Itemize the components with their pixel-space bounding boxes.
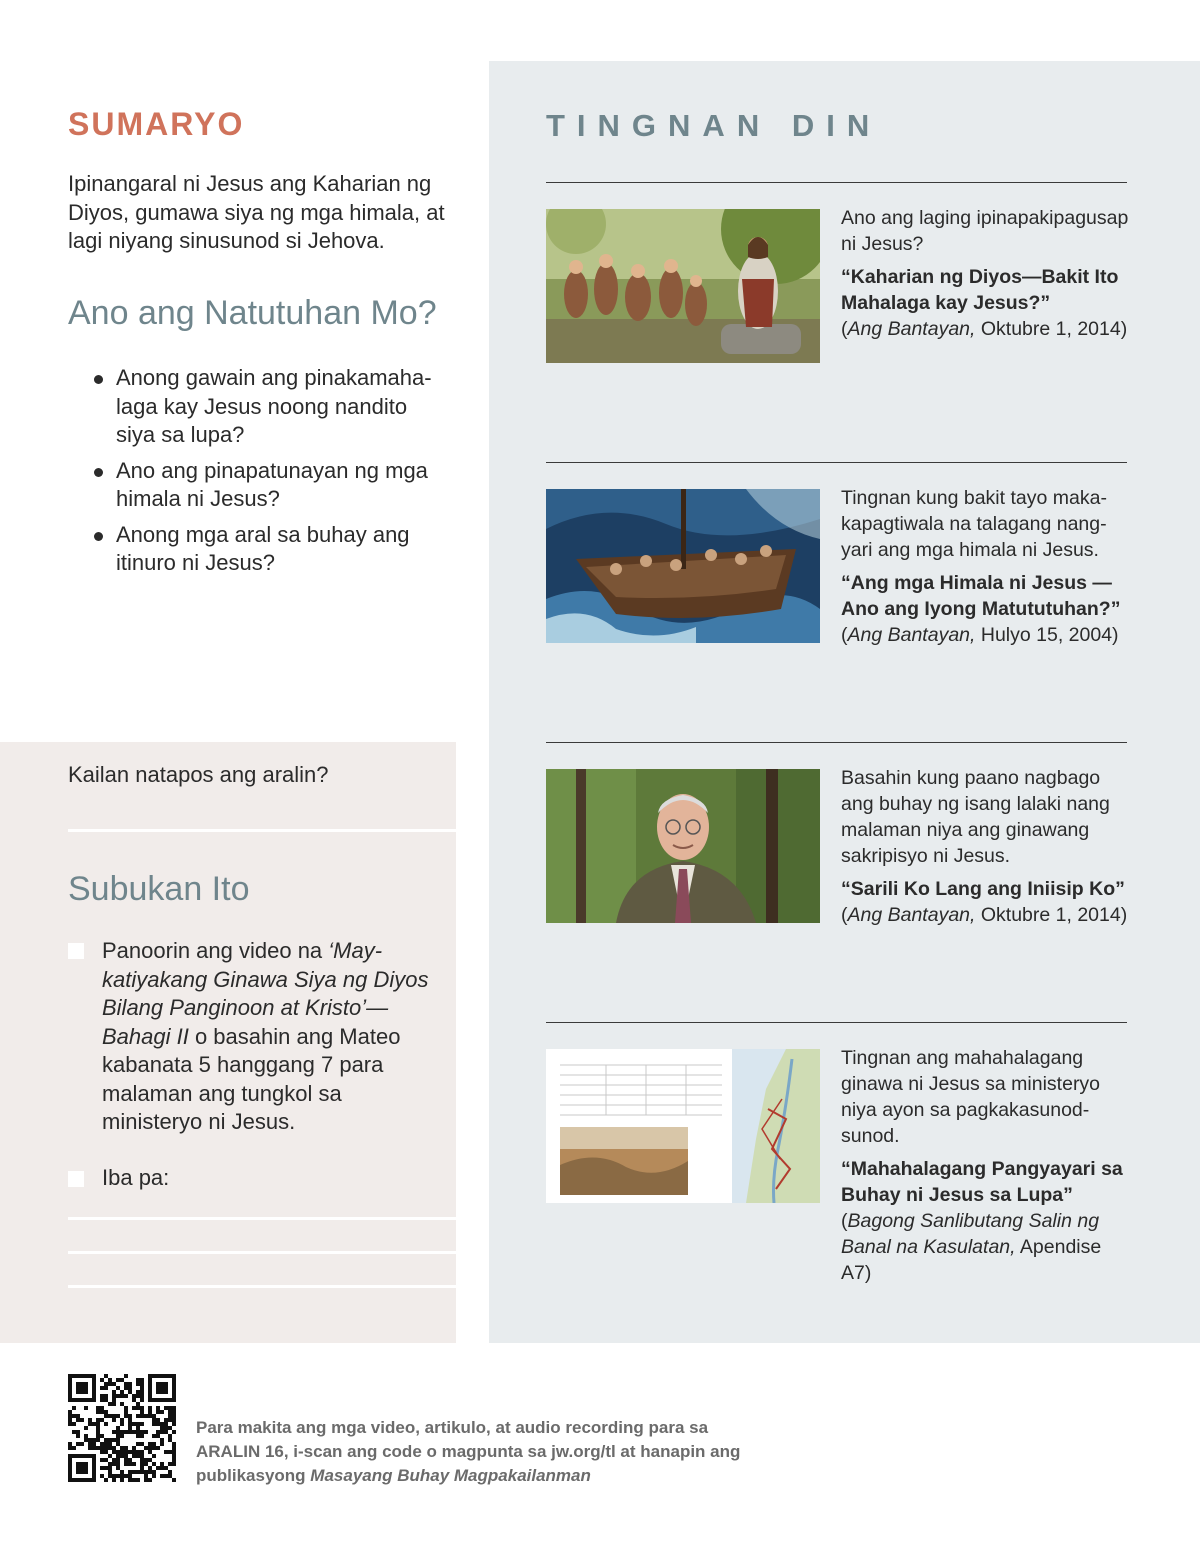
divider [546, 182, 1127, 183]
storm-boat-image[interactable] [546, 489, 820, 643]
article-title[interactable]: “Mahahalagang Pangyayari sa Buhay ni Jesus sa Lupa” [841, 1158, 1123, 1206]
see-also-heading: TINGNAN DIN [546, 108, 882, 143]
other-write-line[interactable] [68, 1217, 456, 1220]
divider [546, 462, 1127, 463]
task-text: Panoorin ang video na ‘Maykatiyakang Ginawa Siya ng Diyos Bilang Panginoon at Kristo’—Bahagi II o basahin ang Mateo kabanata 5 hanggang 7 para malaman ang tungkol sa ministeryo ni Jesus. [102, 938, 429, 1134]
jesus-teaching-image[interactable] [546, 209, 820, 363]
completion-date-label: Kailan natapos ang aralin? [68, 762, 329, 787]
publication-name: Ang Bantayan, [847, 624, 976, 646]
see-also-item [841, 1045, 1131, 1286]
see-also-item [841, 205, 1131, 342]
item-reference: “Sarili Ko Lang ang Iniisip Ko” (Ang Bantayan, Oktubre 1, 2014) [841, 878, 1128, 926]
item-description: Tingnan kung bakit tayo makakapagtiwala na talagang nangyari ang mga himala ni Jesus. [841, 487, 1107, 561]
timeline-map-image[interactable] [546, 1049, 820, 1203]
try-this-heading: Subukan Ito [68, 870, 250, 908]
question-list [92, 364, 452, 585]
summary-heading: SUMARYO [68, 106, 245, 142]
publication-title: Masayang Buhay Magpakailanman [310, 1466, 591, 1485]
item-reference: “Mahahalagang Pangyayari sa Buhay ni Jesus sa Lupa” (Bagong Sanlibutang Salin ng Banal na Kasulatan, Apendise A7) [841, 1158, 1123, 1284]
publication-name: Bagong Sanlibutang Salin ng Banal na Kasulatan, [841, 1210, 1100, 1258]
video-title: ‘Maykatiyakang Ginawa Siya ng Diyos Bilang Panginoon at Kristo’—Bahagi II [102, 938, 429, 1049]
man-portrait-image[interactable] [546, 769, 820, 923]
article-title[interactable]: “Sarili Ko Lang ang Iniisip Ko” [841, 878, 1125, 900]
item-reference: “Ang mga Himala ni Jesus —Ano ang Iyong Matututuhan?” (Ang Bantayan, Hulyo 15, 2004) [841, 572, 1121, 646]
other-write-line[interactable] [68, 1251, 456, 1254]
learned-heading: Ano ang Natutuhan Mo? [68, 294, 437, 332]
item-description: Ano ang laging ipinapakipagusap ni Jesus? [841, 207, 1129, 255]
qr-code-icon[interactable] [68, 1374, 176, 1482]
article-title[interactable]: “Ang mga Himala ni Jesus —Ano ang Iyong Matututuhan?” [841, 572, 1121, 620]
see-also-item [841, 485, 1131, 648]
footer-note: Para makita ang mga video, artikulo, at audio recording para sa ARALIN 16, i-scan ang code o magpunta sa jw.org/tl at hanapin ang publikasyong Masayang Buhay Magpakailanman [196, 1418, 741, 1485]
summary-text: Ipinangaral ni Jesus ang Kaharian ng Diyos, gumawa siya ng mga himala, at lagi niyang sinusunod si Jehova. [68, 171, 445, 253]
question-item: Ano ang pinapatunayan ng mga himala ni Jesus? [92, 457, 452, 514]
publication-name: Ang Bantayan, [847, 904, 976, 926]
question-item: Anong gawain ang pinakamahalaga kay Jesus noong nandito siya sa lupa? [92, 364, 452, 450]
item-description: Tingnan ang mahahalagang ginawa ni Jesus sa ministeryo niya ayon sa pagkakasunod-sunod. [841, 1047, 1101, 1147]
article-title[interactable]: “Kaharian ng Diyos—Bakit Ito Mahalaga kay Jesus?” [841, 266, 1119, 314]
completion-date-write-line[interactable] [68, 829, 456, 832]
divider [546, 742, 1127, 743]
see-also-item [841, 765, 1131, 928]
item-description: Basahin kung paano nagbago ang buhay ng isang lalaki nang malaman niya ang ginawang sakripisyo ni Jesus. [841, 767, 1110, 867]
other-write-line[interactable] [68, 1285, 456, 1288]
other-checkbox[interactable] [68, 1171, 84, 1187]
divider [546, 1022, 1127, 1023]
task-checkbox[interactable] [68, 943, 84, 959]
question-item: Anong mga aral sa buhay ang itinuro ni Jesus? [92, 521, 452, 578]
item-reference: “Kaharian ng Diyos—Bakit Ito Mahalaga kay Jesus?” (Ang Bantayan, Oktubre 1, 2014) [841, 266, 1128, 340]
publication-name: Ang Bantayan, [847, 318, 976, 340]
other-label: Iba pa: [102, 1165, 170, 1190]
